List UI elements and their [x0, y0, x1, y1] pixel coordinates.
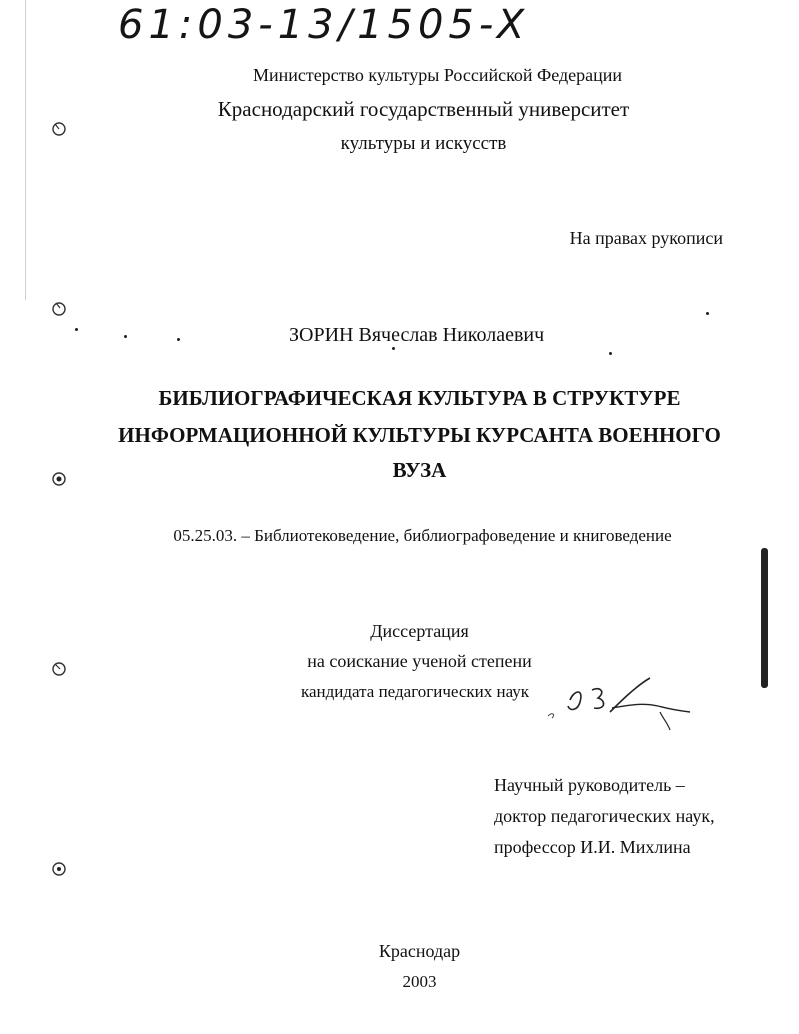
- supervisor-name: профессор И.И. Михлина: [494, 837, 691, 857]
- handwritten-signature-icon: [540, 672, 710, 732]
- dissertation-title-line-3: ВУЗА: [392, 458, 447, 482]
- dissertation-label: Диссертация: [370, 621, 469, 641]
- university-name-cont: культуры и искусств: [340, 133, 507, 154]
- specialty-code: 05.25.03. – Библиотековедение, библиографоведение и книговедение: [173, 526, 672, 545]
- punch-hole-mark-icon: [50, 300, 68, 318]
- scan-speck: [706, 312, 709, 315]
- year: 2003: [402, 972, 437, 991]
- degree-name: кандидата педагогических наук: [301, 682, 530, 701]
- scan-speck: [75, 328, 78, 331]
- university-name: Краснодарский государственный университет: [217, 97, 630, 121]
- city: Краснодар: [378, 941, 461, 961]
- handwritten-archive-code: 61:03-13/1505-X: [118, 2, 530, 48]
- scan-speck: [609, 352, 612, 355]
- author-name: ЗОРИН Вячеслав Николаевич: [289, 324, 545, 346]
- scan-speck: [124, 335, 127, 338]
- degree-line: на соискание ученой степени: [307, 651, 532, 671]
- manuscript-rights-note: На правах рукописи: [569, 228, 723, 248]
- punch-hole-mark-icon: [50, 860, 68, 878]
- ministry-name: Министерство культуры Российской Федерации: [252, 65, 623, 85]
- dissertation-title-line-1: БИБЛИОГРАФИЧЕСКАЯ КУЛЬТУРА В СТРУКТУРЕ: [158, 386, 681, 410]
- supervisor-degree: доктор педагогических наук,: [494, 806, 715, 826]
- scan-speck: [177, 338, 180, 341]
- scan-speck: [392, 347, 395, 350]
- supervisor-label: Научный руководитель –: [494, 775, 685, 795]
- dissertation-title-line-2: ИНФОРМАЦИОННОЙ КУЛЬТУРЫ КУРСАНТА ВОЕННОГО: [118, 423, 721, 447]
